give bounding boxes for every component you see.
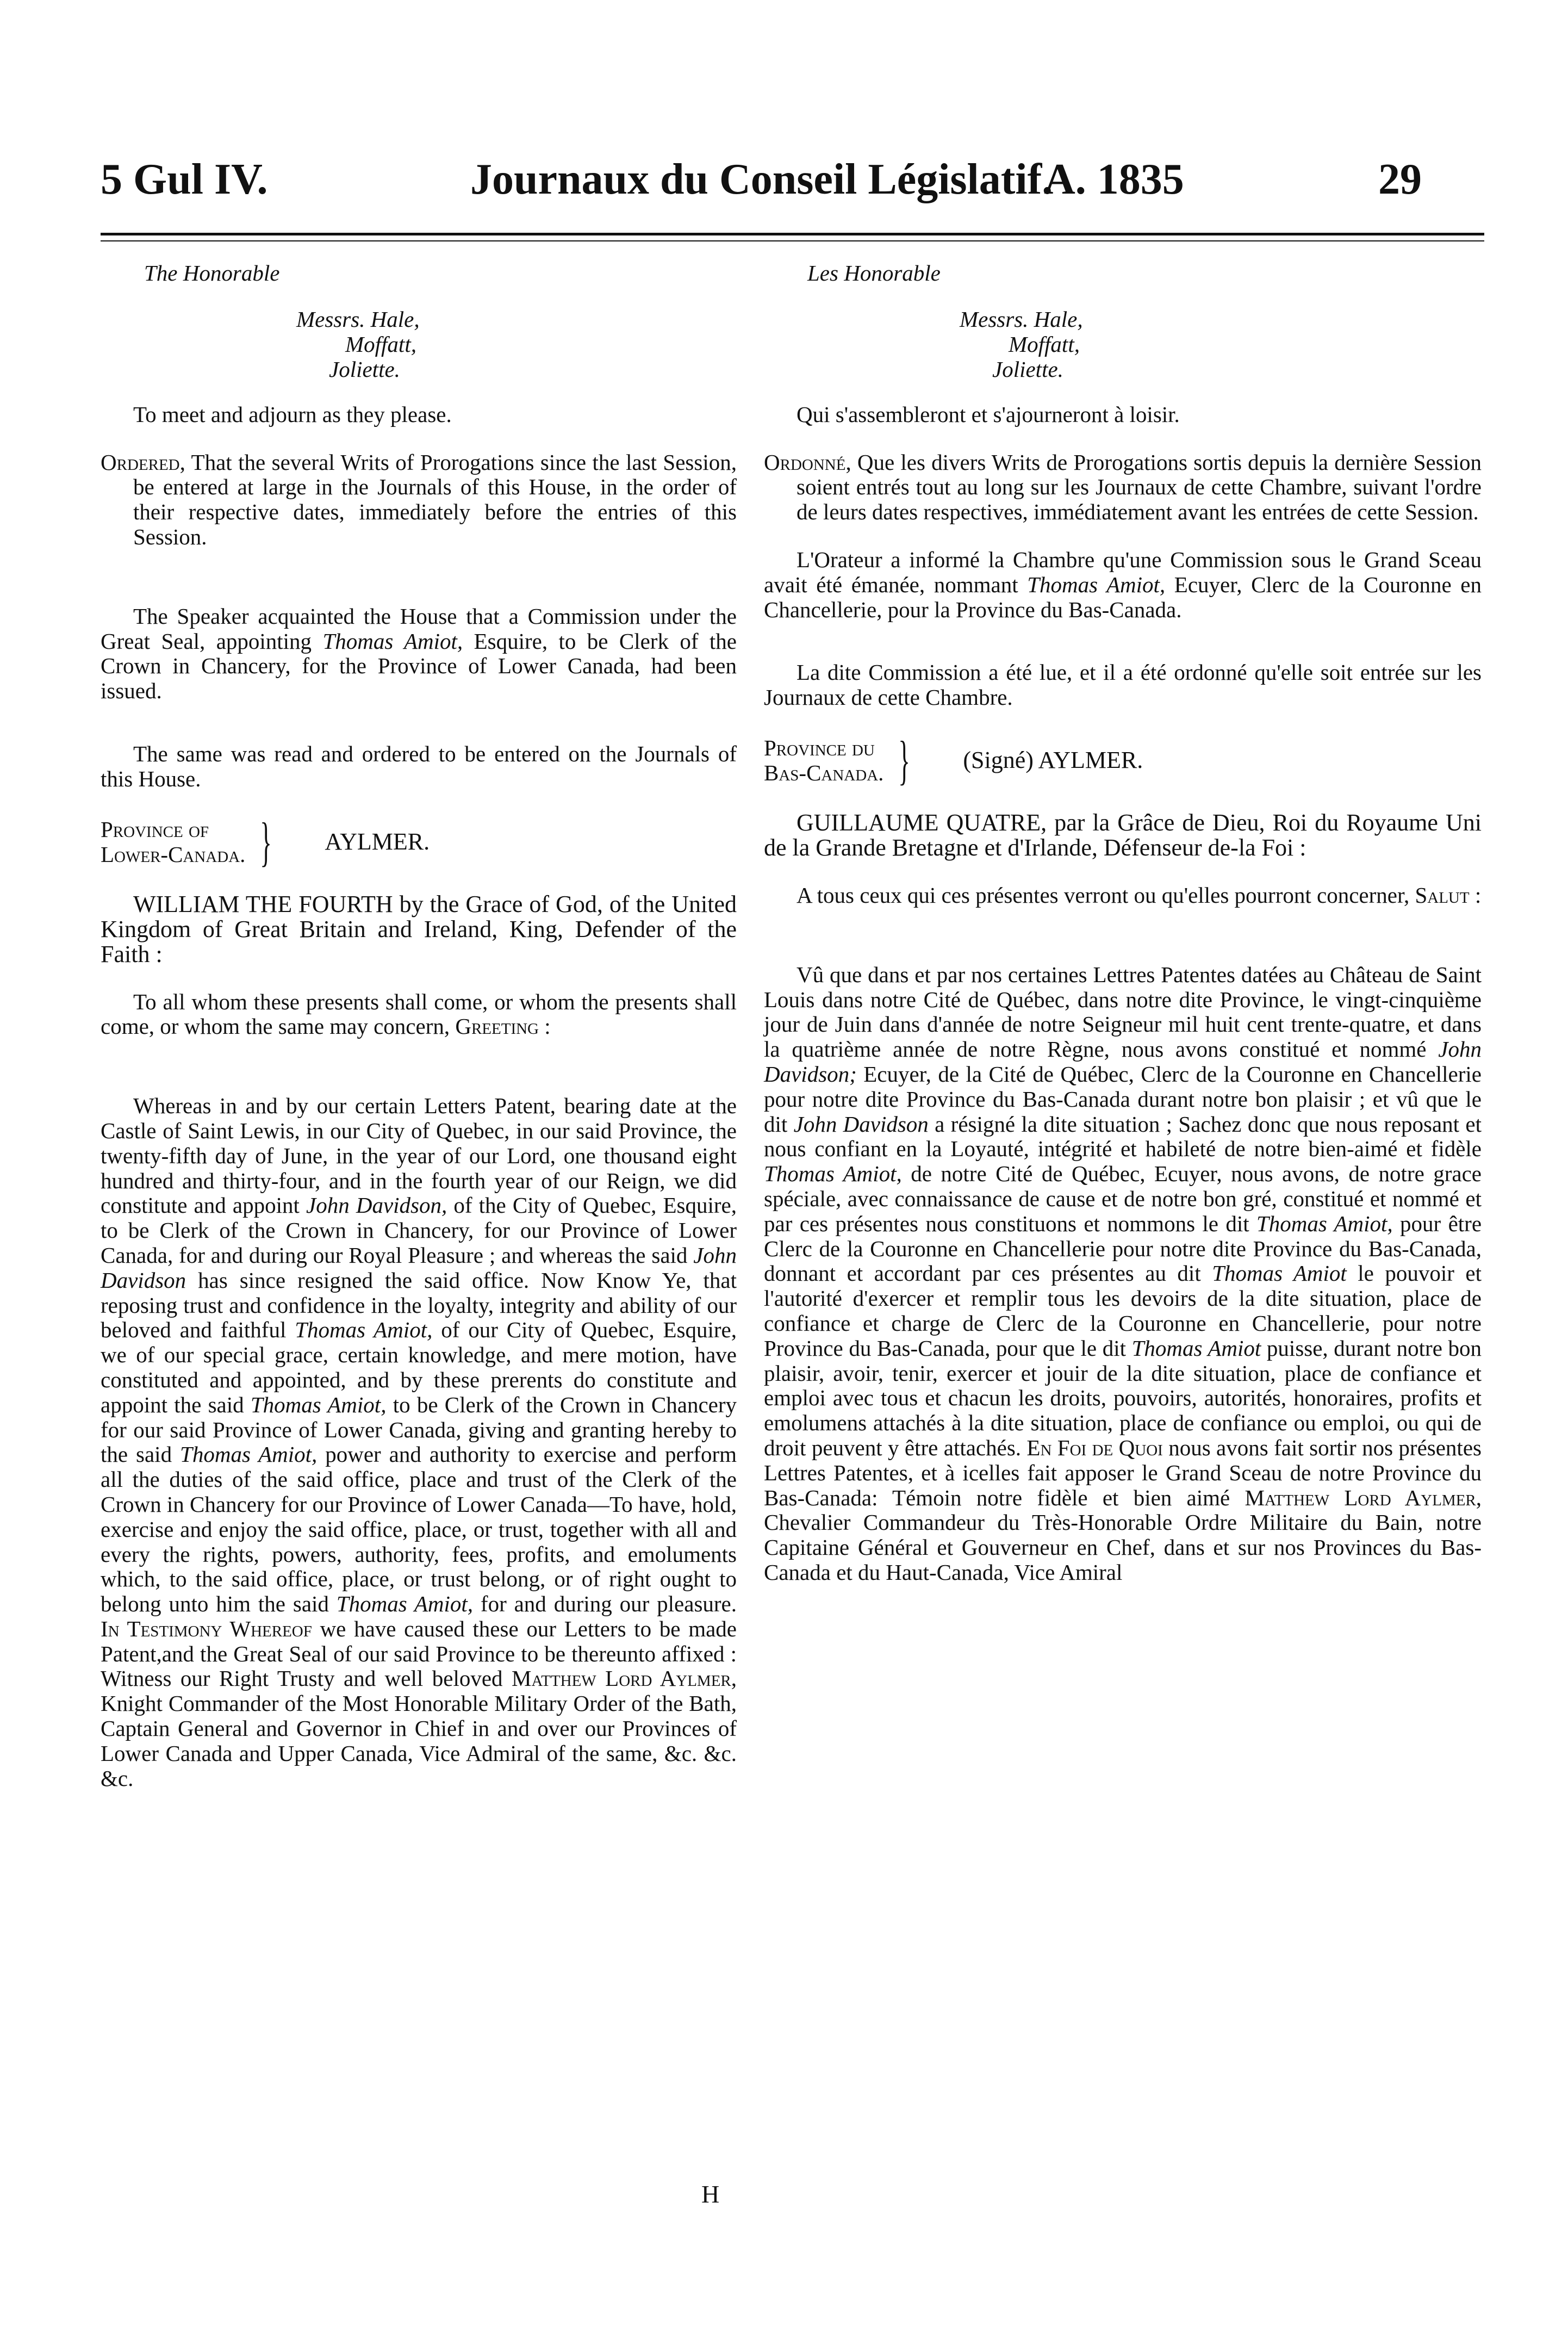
brace-icon: } <box>260 811 272 872</box>
read-paragraph: The same was read and ordered to be entered on the Journals of this House. <box>101 741 737 791</box>
meet-line: Qui s'assembleront et s'ajourneront à loisir. <box>797 401 1180 427</box>
ordered-word: Ordonné, <box>764 449 851 475</box>
name-line: Messrs. Hale, <box>296 306 420 332</box>
ordered-paragraph: Ordered, That the several Writs of Prorogations since the last Session, be entered at large in the Journals of this House, in the order of their respective dates, immediately before the entries of this Session. <box>101 449 737 549</box>
committee-names <box>296 307 737 382</box>
province-block <box>764 729 1482 790</box>
governor-signature: AYLMER. <box>325 828 430 855</box>
running-header <box>101 152 1482 218</box>
name-line: Joliette. <box>329 356 400 382</box>
name-line: Moffatt, <box>345 331 416 357</box>
name-line: Moffatt, <box>1009 331 1080 357</box>
journal-title: Journaux du Conseil Législatif. <box>470 156 1053 203</box>
year: A. 1835 <box>1044 156 1184 203</box>
english-column <box>101 261 737 1791</box>
whereas-paragraph: Vû que dans et par nos certaines Lettres Patentes datées au Château de Saint Louis dans notre Cité de Québec, dans notre dite Province, le vingt-cinquième jour de Juin dans d'année de notre Seigneur mil huit cent trente-quatre, et dans la quatrième année de notre Règne, nous avons constitué et nommé John Davidson; Ecuyer, de la Cité de Québec, Clerc de la Couronne en Chancellerie pour notre dite Province du Bas-Canada durant notre bon plaisir ; et vû que le dit John Davidson a résigné la dite situation ; Sachez donc que nous reposant et nous confiant en la Loyauté, intégrité et habileté de notre bien-aimé et fidèle Thomas Amiot, de notre Cité de Québec, Ecuyer, nous avons, de notre grace spéciale, avec connaissance de cause et de notre bon gré, constitué et nommé et par ces présentes nous constituons et nommons le dit Thomas Amiot, pour être Clerc de la Couronne en Chancellerie pour notre dite Province du Bas-Canada, donnant et accordant par ces présentes au dit Thomas Amiot le pouvoir et l'autorité d'exercer et remplir tous les devoirs de la dite situation, place de confiance et charge de Clerc de la Couronne en Chancellerie, pour notre Province du Bas-Canada, pour que le dit Thomas Amiot puisse, durant notre bon plaisir, avoir, tenir, exercer et jouir de la dite situation, place de confiance et emploi avec tous et chacun les droits, pouvoirs, autorités, honoraires, profits et emolumens attachés à la dite situation, place de confiance ou emploi, ou qui de droit peuvent y être attachés. En Foi de Quoi nous avons fait sortir nos présentes Lettres Patentes, et à icelles fait apposer le Grand Sceau de notre Province du Bas-Canada: Témoin notre fidèle et bien aimé Matthew Lord Aylmer, Chevalier Commandeur du Très-Honorable Ordre Militaire du Bain, notre Capitaine Général et Gouverneur en Chef, dans et sur nos Provinces du Bas-Canada et du Haut-Canada, Vice Amiral <box>764 962 1482 1585</box>
province-label: Province of Lower-Canada. <box>101 816 246 867</box>
governor-signature: (Signé) AYLMER. <box>963 747 1143 774</box>
province-block <box>101 811 737 872</box>
regnal-year: 5 Gul IV. <box>101 156 268 203</box>
royal-style-paragraph: WILLIAM THE FOURTH by the Grace of God, of the United Kingdom of Great Britain and Ireland, King, Defender of the Faith : <box>101 890 737 967</box>
speaker-paragraph: The Speaker acquainted the House that a Commission under the Great Seal, appointing Thomas Amiot, Esquire, to be Clerk of the Crown in Chancery, for the Province of Lower Canada, had been issued. <box>101 603 737 704</box>
name-line: Messrs. Hale, <box>960 306 1083 332</box>
ordered-paragraph: Ordonné, Que les divers Writs de Prorogations sortis depuis la dernière Session soient entrés tout au long sur les Journaux de cette Chambre, suivant l'ordre de leurs dates respectives, immédiatement avant les entrées de cette Session. <box>764 449 1482 525</box>
meet-line: To meet and adjourn as they please. <box>133 401 452 427</box>
brace-icon: } <box>898 729 911 790</box>
honorable-intro: Les Honorable <box>807 260 941 286</box>
royal-style-paragraph: GUILLAUME QUATRE, par la Grâce de Dieu, Roi du Royaume Uni de la Grande Bretagne et d'Irlande, Défenseur de-la Foi : <box>764 809 1482 861</box>
to-all-paragraph: To all whom these presents shall come, or whom the presents shall come, or whom the same may concern, Greeting : <box>101 989 737 1039</box>
committee-names <box>960 307 1482 382</box>
province-label: Province du Bas-Canada. <box>764 735 884 785</box>
name-line: Joliette. <box>992 356 1063 382</box>
whereas-paragraph: Whereas in and by our certain Letters Patent, bearing date at the Castle of Saint Lewis, in our City of Quebec, in our said Province, the twenty-fifth day of June, in the year of our Lord, one thousand eight hundred and thirty-four, and in the fourth year of our Reign, we did constitute and appoint John Davidson, of the City of Quebec, Esquire, to be Clerk of the Crown in Chancery, for our Province of Lower Canada, for and during our Royal Pleasure ; and whereas the said John Davidson has since resigned the said office. Now Know Ye, that reposing trust and confidence in the loyalty, integrity and ability of our beloved and faithful Thomas Amiot, of our City of Quebec, Esquire, we of our special grace, certain knowledge, and mere motion, have constituted and appointed, and by these prerents do constitute and appoint the said Thomas Amiot, to be Clerk of the Crown in Chancery for our said Province of Lower Canada, giving and granting hereby to the said Thomas Amiot, power and authority to exercise and perform all the duties of the said office, place and trust of the Clerk of the Crown in Chancery for our Province of Lower Canada—To have, hold, exercise and enjoy the said office, place, or trust, together with all and every the rights, powers, authority, fees, profits, and emoluments which, to the said office, place, or trust belong, or of right ought to belong unto him the said Thomas Amiot, for and during our pleasure. In Testimony Whereof we have caused these our Letters to be made Patent,and the Great Seal of our said Province to be thereunto affixed : Witness our Right Trusty and well beloved Matthew Lord Aylmer, Knight Commander of the Most Honorable Military Order of the Bath, Captain General and Governor in Chief in and over our Provinces of Lower Canada and Upper Canada, Vice Admiral of the same, &c. &c. &c. <box>101 1093 737 1791</box>
honorable-intro: The Honorable <box>144 260 280 286</box>
read-paragraph: La dite Commission a été lue, et il a été ordonné qu'elle soit entrée sur les Journaux de cette Chambre. <box>764 660 1482 710</box>
signature-mark: H <box>701 2180 720 2208</box>
ordered-word: Ordered, <box>101 449 185 475</box>
speaker-paragraph: L'Orateur a informé la Chambre qu'une Commission sous le Grand Sceau avait été émanée, nommant Thomas Amiot, Ecuyer, Clerc de la Couronne en Chancellerie, pour la Province du Bas-Canada. <box>764 547 1482 622</box>
header-rule-thick <box>101 233 1484 235</box>
header-rule-thin <box>101 240 1484 241</box>
page-number: 29 <box>1378 156 1422 203</box>
french-column <box>764 261 1482 1585</box>
to-all-paragraph: A tous ceux qui ces présentes verront ou qu'elles pourront concerner, Salut : <box>797 882 1482 908</box>
